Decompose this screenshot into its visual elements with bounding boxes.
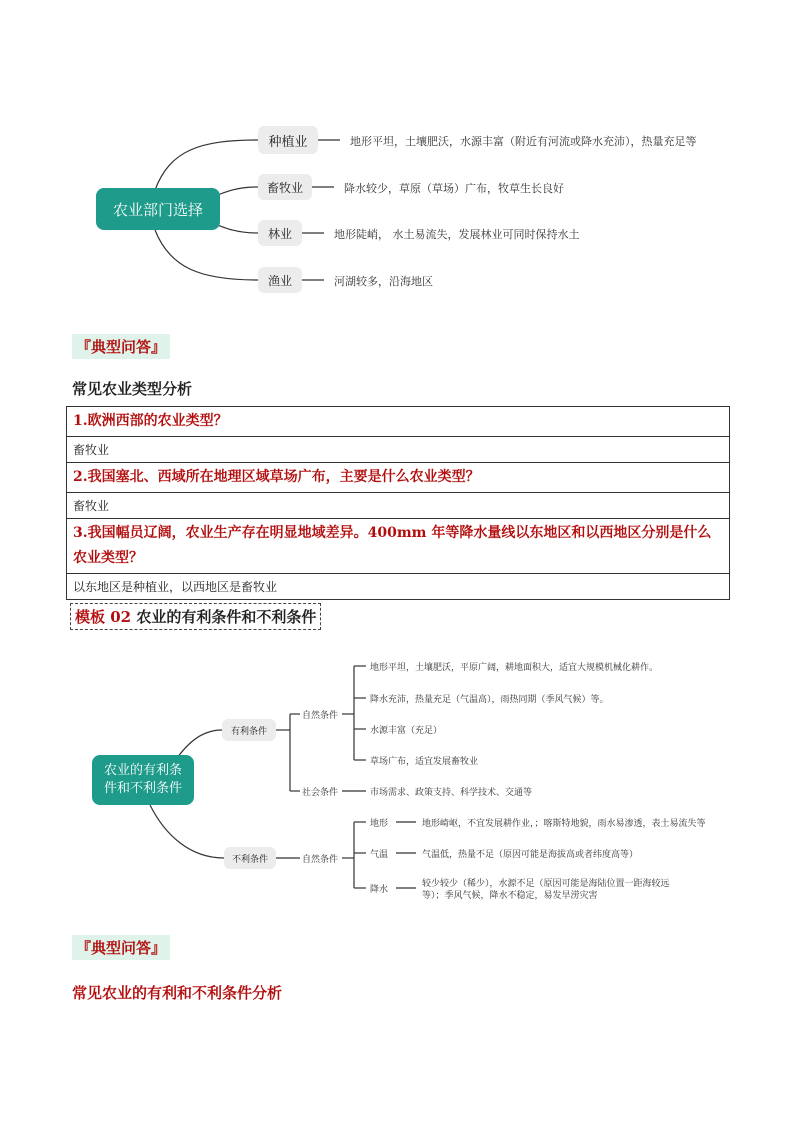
unfavorable-temp-text: 气温低，热量不足（原因可能是海拔高或者纬度高等） xyxy=(422,850,639,860)
desc-crop-farming: 地形平坦，土壤肥沃，水源丰富（附近有河流或降水充沛），热量充足等 xyxy=(350,135,697,148)
template-title: 农业的有利条件和不利条件 xyxy=(136,608,317,626)
branch-animal-husbandry: 畜牧业 xyxy=(258,174,312,200)
unfavorable-natural-label: 自然条件 xyxy=(302,855,339,865)
template-number: 模板 02 xyxy=(75,608,132,626)
favorable-natural-item-3: 水源丰富（充足） xyxy=(370,726,443,736)
desc-animal-husbandry: 降水较少，草原（草场）广布，牧草生长良好 xyxy=(344,182,564,195)
section-heading-conditions: 常见农业的有利和不利条件分析 xyxy=(72,984,283,1002)
favorable-social-label: 社会条件 xyxy=(302,788,339,798)
answer-1: 畜牧业 xyxy=(67,437,730,463)
question-2: 2.我国塞北、西域所在地理区域草场广布，主要是什么农业类型？ xyxy=(67,463,730,493)
section-heading-agri-types: 常见农业类型分析 xyxy=(72,380,193,398)
unfavorable-precip-text-2: 等）；季风气候，降水不稳定，易发旱涝灾害 xyxy=(422,891,598,901)
qa-table xyxy=(66,406,730,600)
unfavorable-temp-label: 气温 xyxy=(370,850,389,860)
favorable-natural-item-2: 降水充沛，热量充足（气温高），雨热同期（季风气候）等。 xyxy=(370,695,609,705)
unfavorable-terrain-text: 地形崎岖，不宜发展耕作业，；喀斯特地貌，雨水易渗透，表土易流失等 xyxy=(422,819,706,829)
unfavorable-terrain-label: 地形 xyxy=(370,819,389,829)
question-1: 1.欧洲西部的农业类型？ xyxy=(67,407,730,437)
typical-qa-tag: 『典型问答』 xyxy=(72,334,170,359)
unfavorable-precip-text-1: 较少较少（稀少），水源不足（原因可能是海陆位置一距海较远 xyxy=(422,879,670,889)
favorable-natural-item-1: 地形平坦，土壤肥沃，平原广阔，耕地面积大，适宜大规模机械化耕作。 xyxy=(370,663,659,673)
answer-3: 以东地区是种植业，以西地区是畜牧业 xyxy=(67,574,730,600)
mindmap-root-conditions: 农业的有利条件和不利条件 xyxy=(92,755,194,805)
favorable-social-text: 市场需求、政策支持、科学技术、交通等 xyxy=(370,788,533,798)
typical-qa-tag-2: 『典型问答』 xyxy=(72,935,170,960)
branch-favorable: 有利条件 xyxy=(222,719,276,741)
template-heading xyxy=(70,603,321,630)
mindmap-root-agri-sector: 农业部门选择 xyxy=(96,188,220,230)
answer-2: 畜牧业 xyxy=(67,493,730,519)
branch-unfavorable: 不利条件 xyxy=(224,847,276,869)
favorable-natural-label: 自然条件 xyxy=(302,711,339,721)
desc-forestry: 地形陡峭， 水土易流失，发展林业可同时保持水土 xyxy=(334,228,580,241)
branch-fishery: 渔业 xyxy=(258,267,302,293)
desc-fishery: 河湖较多，沿海地区 xyxy=(334,275,433,288)
unfavorable-precip-label: 降水 xyxy=(370,885,389,895)
question-3: 3.我国幅员辽阔，农业生产存在明显地域差异。400mm 年等降水量线以东地区和以西地区分别是什么农业类型？ xyxy=(67,519,730,574)
branch-crop-farming: 种植业 xyxy=(258,126,318,154)
favorable-natural-item-4: 草场广布，适宜发展畜牧业 xyxy=(370,757,479,767)
branch-forestry: 林业 xyxy=(258,220,302,246)
